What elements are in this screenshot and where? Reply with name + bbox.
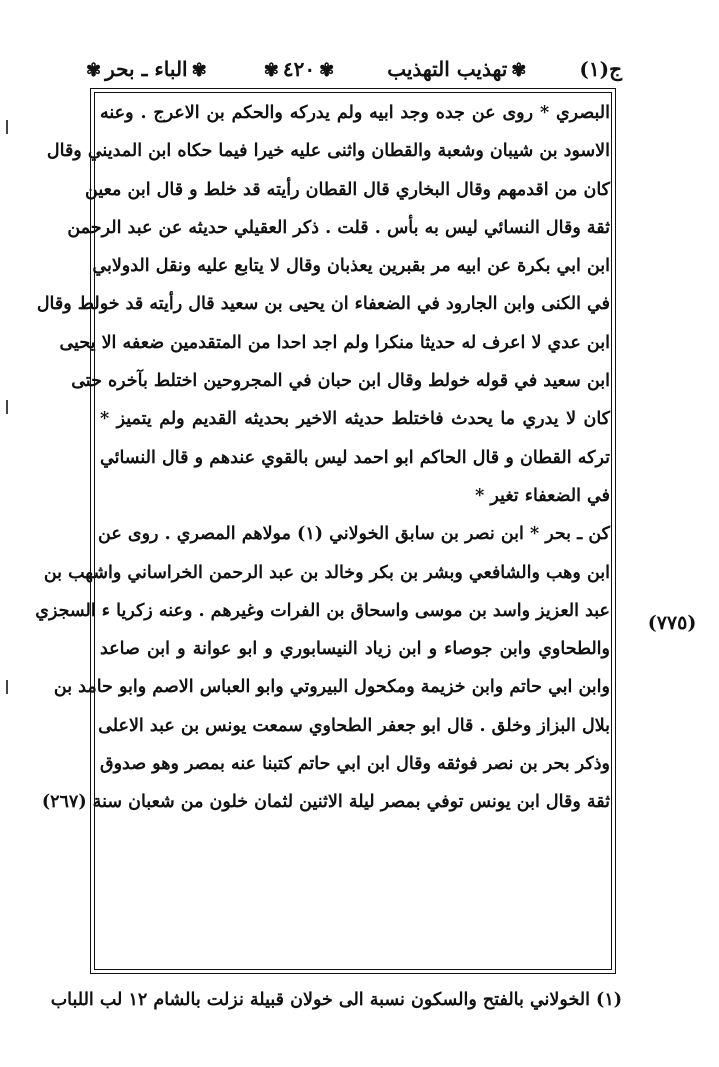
margin-mark [6, 680, 8, 694]
text-line: كان من اقدمهم وقال البخاري قال القطان رأيته قد خلط و قال ابن معين [85, 179, 610, 200]
main-text [35, 94, 610, 822]
text-line: الاسود بن شيبان وشعبة والقطان واثنى عليه خيرا فيما حكاه ابن المديني وقال [46, 141, 610, 162]
text-line: ثقة وقال النسائي ليس به بأس . قلت . ذكر العقيلي حديثه عن عبد الرحمن [67, 217, 610, 238]
volume-label: ج(١) [579, 57, 622, 81]
text-line: وابن ابي حاتم وابن خزيمة ومكحول البيروتي وابو العباس الاصم وابو حامد بن [53, 677, 610, 698]
text-line: كان لا يدري ما يحدث فاختلط حديثه الاخير بحديثه القديم ولم يتميز * [100, 409, 610, 430]
ornament-icon: ✾ [319, 60, 335, 81]
text-line: تركه القطان و قال الحاكم ابو احمد ليس بالقوي عندهم و قال النسائي [100, 447, 610, 468]
ornament-icon: ✾ [263, 60, 279, 81]
footnote: (١) الخولاني بالفتح والسكون نسبة الى خولان قبيلة نزلت بالشام ١٢ لب اللباب [50, 990, 622, 1010]
ornament-icon: ✾ [511, 60, 527, 81]
entry-number: (٧٧٥) [647, 612, 697, 634]
margin-mark [6, 120, 8, 134]
text-line: والطحاوي وابن جوصاء و ابن زياد النيسابوري و ابو عوانة و ابن صاعد [100, 639, 610, 660]
text-line: ابن عدي لا اعرف له حديثا منكرا ولم اجد احدا من المتقدمين ضعفه الا يحيى [59, 332, 610, 353]
text-line: وذكر بحر بن نصر فوثقه وقال ابن ابي حاتم كتبنا عنه بمصر وهو صدوق [100, 754, 610, 775]
text-line: ثقة وقال ابن يونس توفي بمصر ليلة الاثنين لثمان خلون من شعبان سنة (٢٦٧) [41, 792, 610, 813]
text-line: في الضعفاء تغير * [475, 485, 610, 506]
ornament-icon: ✾ [86, 60, 102, 81]
ornament-icon: ✾ [191, 60, 207, 81]
page-number: ✾٤٢٠✾ [263, 57, 335, 81]
section-label: ✾الباء ـ بحر✾ [86, 57, 207, 81]
text-line: في الكنى وابن الجارود في الضعفاء ان يحيى بن سعيد قال رأيته قد خولط وقال [36, 294, 610, 315]
text-line: ابن ابي بكرة عن ابيه مر بقبرين يعذبان وقال لا يتابع عليه ونقل الدولابي [92, 256, 610, 277]
text-line: عبد العزيز واسد بن موسى واسحاق بن الفرات وغيرهم . وعنه زكريا ء السجزي [35, 600, 610, 621]
text-line: ابن سعيد في قوله خولط وقال ابن حبان في المجروحين اختلط بآخره حتى [71, 371, 610, 392]
text-line: ابن وهب والشافعي وبشر بن بكر وخالد بن عبد الرحمن الخراساني واشهب بن [43, 562, 610, 583]
margin-mark [6, 400, 8, 414]
text-line: البصري * روى عن جده وجد ابيه ولم يدركه والحكم بن الاعرج . وعنه [100, 103, 610, 123]
book-title: ✾تهذيب التهذيب [387, 57, 527, 81]
text-line: بلال البزاز وخلق . قال ابو جعفر الطحاوي سمعت يونس بن عبد الاعلى [98, 715, 610, 736]
entry-heading-line: كن ـ بحر * ابن نصر بن سابق الخولاني (١) مولاهم المصري . روى عن [98, 524, 610, 545]
running-header [82, 48, 622, 90]
